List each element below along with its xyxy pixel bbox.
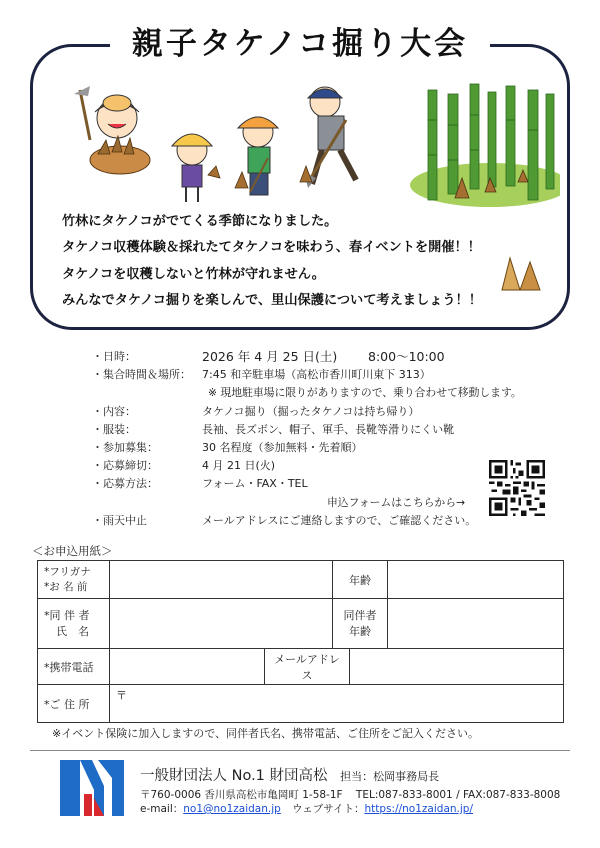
age-label: 年齢 <box>333 561 388 599</box>
email-label-text: e-mail： <box>140 803 184 815</box>
companion-age-label-cell <box>333 599 388 649</box>
page-title: 親子タケノコ掘り大会 <box>131 26 469 62</box>
method-value: フォーム・FAX・TEL <box>202 477 308 491</box>
child-with-basket-icon <box>74 86 150 174</box>
rain-value: メールアドレスにご連絡しますので、ご確認ください。 <box>202 513 477 527</box>
capacity-row <box>92 440 562 458</box>
companion-row <box>38 599 564 649</box>
tel-fax: TEL:087-833-8001 / FAX:087-833-8008 <box>355 789 561 801</box>
email-field[interactable] <box>350 649 564 685</box>
meet-note: ※ 現地駐車場に限りがありますので、乗り合わせて移動します。 <box>208 386 522 400</box>
intro-line: タケノコを収穫しないと竹林が守れません。 <box>62 266 325 282</box>
phone-row <box>38 649 564 685</box>
age-field[interactable] <box>388 561 564 599</box>
companion-age-label-1: 同伴者 <box>343 608 377 622</box>
deadline-value: 4 月 21 日(火) <box>202 459 276 473</box>
boy-child-icon <box>235 117 278 195</box>
deadline-label: ・応募締切： <box>92 459 158 473</box>
content-row <box>92 404 562 422</box>
companion-label-1: *同 伴 者 <box>44 608 90 622</box>
meet-note-row <box>92 385 562 403</box>
name-field[interactable] <box>110 561 333 599</box>
furigana-label: *フリガナ <box>44 565 91 578</box>
intro-line: 竹林にタケノコがでてくる季節になりました。 <box>62 214 338 229</box>
address-line <box>140 787 560 802</box>
phone-label: *携帯電話 <box>38 649 110 685</box>
org-line <box>140 764 439 785</box>
qr-code-icon[interactable] <box>489 460 545 516</box>
companion-age-label-2: 年齢 <box>349 624 371 638</box>
email-link[interactable]: no1@no1zaidan.jp <box>183 803 281 815</box>
web-label-text: ウェブサイト： <box>292 803 365 815</box>
content-value: タケノコ掘り（掘ったタケノコは持ち帰り） <box>202 404 420 418</box>
date-value: 2026 年 4 月 25 日(土) <box>202 349 338 364</box>
phone-field[interactable] <box>110 649 265 685</box>
bamboo-grove-icon <box>410 84 560 207</box>
footer-divider <box>30 750 570 751</box>
form-heading: ＜お申込用紙＞ <box>32 544 113 558</box>
date-row <box>92 349 562 367</box>
meet-label: ・集合時間＆場所： <box>92 368 191 382</box>
girl-child-icon <box>172 134 220 202</box>
content-label: ・内容： <box>92 404 136 418</box>
intro-line: タケノコ収穫体験＆採れたてタケノコを味わう、春イベントを開催！！ <box>62 240 481 256</box>
meet-row <box>92 367 562 385</box>
method-label: ・応募方法： <box>92 477 158 491</box>
companion-label-2: 氏 名 <box>56 624 89 638</box>
email-label: メールアドレス <box>265 649 350 685</box>
web-line <box>140 801 473 816</box>
bamboo-shoot-icon <box>498 254 542 292</box>
dress-label: ・服装： <box>92 422 136 436</box>
intro-line: みんなでタケノコ掘りを楽しんで、里山保護について考えましょう！！ <box>62 292 482 308</box>
adult-digging-icon <box>300 87 356 188</box>
address-field[interactable] <box>110 685 564 723</box>
name-label-cell <box>38 561 110 599</box>
address-row <box>38 685 564 723</box>
capacity-value: 30 名程度（参加無料・先着順） <box>202 440 363 454</box>
insurance-note: ※イベント保険に加入しますので、同伴者氏名、携帯電話、ご住所をご記入ください。 <box>52 727 479 740</box>
application-form <box>37 560 564 649</box>
companion-label-cell <box>38 599 110 649</box>
dress-value: 長袖、長ズボン、帽子、軍手、長靴等滑りにくい靴 <box>202 422 455 436</box>
application-form-lower <box>37 648 564 685</box>
title-block <box>110 24 490 64</box>
form-link-text[interactable]: 申込フォームはこちらから→ <box>327 495 466 509</box>
dress-row <box>92 422 562 440</box>
contact-person: 担当：松岡事務局長 <box>340 770 440 783</box>
postal-mark: 〒 <box>116 689 127 702</box>
bamboo-harvest-illustration <box>60 80 560 220</box>
org-name: 一般財団法人 No.1 財団高松 <box>140 768 328 784</box>
website-link[interactable]: https://no1zaidan.jp/ <box>364 803 473 815</box>
companion-age-field[interactable] <box>388 599 564 649</box>
org-address: 〒760-0006 香川県高松市亀岡町 1-58-1F <box>140 789 343 801</box>
application-form-address <box>37 684 564 723</box>
organization-logo-icon <box>60 760 124 816</box>
meet-value: 7:45 和辛駐車場（高松市香川町川東下 313） <box>202 368 431 382</box>
capacity-label: ・参加募集： <box>92 440 158 454</box>
name-row <box>38 561 564 599</box>
rain-label: ・雨天中止 <box>92 513 147 527</box>
address-label: *ご 住 所 <box>38 685 110 723</box>
companion-name-field[interactable] <box>110 599 333 649</box>
date-label: ・日時： <box>92 350 136 363</box>
intro-text <box>62 214 562 319</box>
time-value: 8:00～10:00 <box>368 349 445 364</box>
name-label: *お 名 前 <box>44 580 88 593</box>
